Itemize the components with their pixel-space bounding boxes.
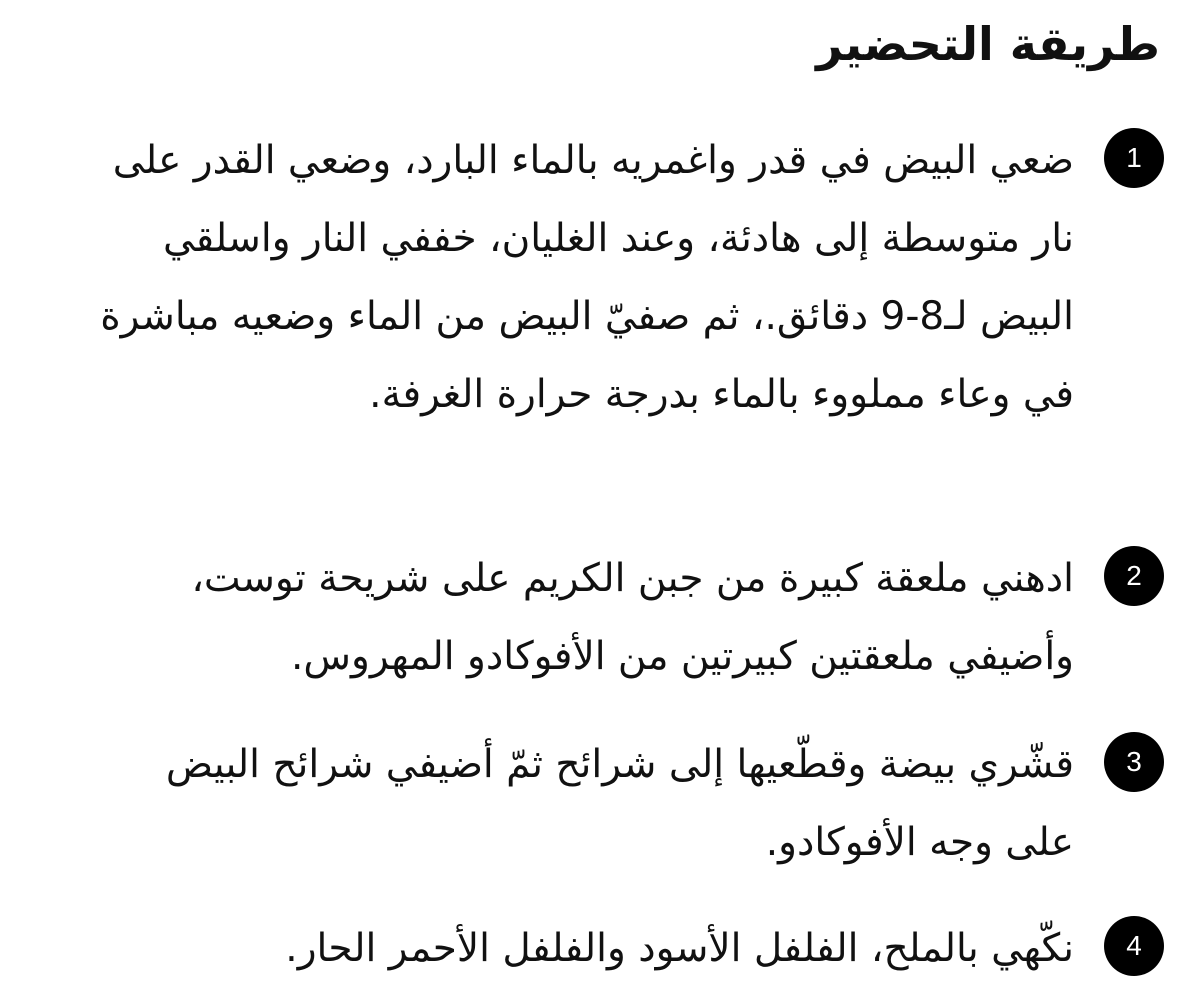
step-text: قشّري بيضة وقطّعيها إلى شرائح ثمّ أضيفي شرائح البيض على وجه الأفوكادو. <box>165 742 1074 865</box>
step-text: ضعي البيض في قدر واغمريه بالماء البارد، وضعي القدر على نار متوسطة إلى هادئة، وعند الغليان، خففي النار واسلقي البيض لـ8-9 دقائق.، ثم صفيّ البيض من الماء وضعيه مباشرة في وعاء مملووء بالماء بدرجة حرارة الغرفة. <box>100 138 1074 417</box>
step-number-badge: 2 <box>1104 546 1164 606</box>
page-title: طريقة التحضير <box>816 17 1160 71</box>
step-number-badge: 1 <box>1104 128 1164 188</box>
step-item-4 <box>34 910 1164 988</box>
step-text: ادهني ملعقة كبيرة من جبن الكريم على شريحة توست، وأضيفي ملعقتين كبيرتين من الأفوكادو المهروس. <box>191 556 1074 679</box>
step-item-2 <box>34 540 1164 696</box>
step-item-1 <box>34 122 1164 434</box>
step-text: نكّهي بالملح، الفلفل الأسود والفلفل الأحمر الحار. <box>285 926 1074 971</box>
step-item-3 <box>34 726 1164 882</box>
step-number-badge: 4 <box>1104 916 1164 976</box>
step-number-badge: 3 <box>1104 732 1164 792</box>
